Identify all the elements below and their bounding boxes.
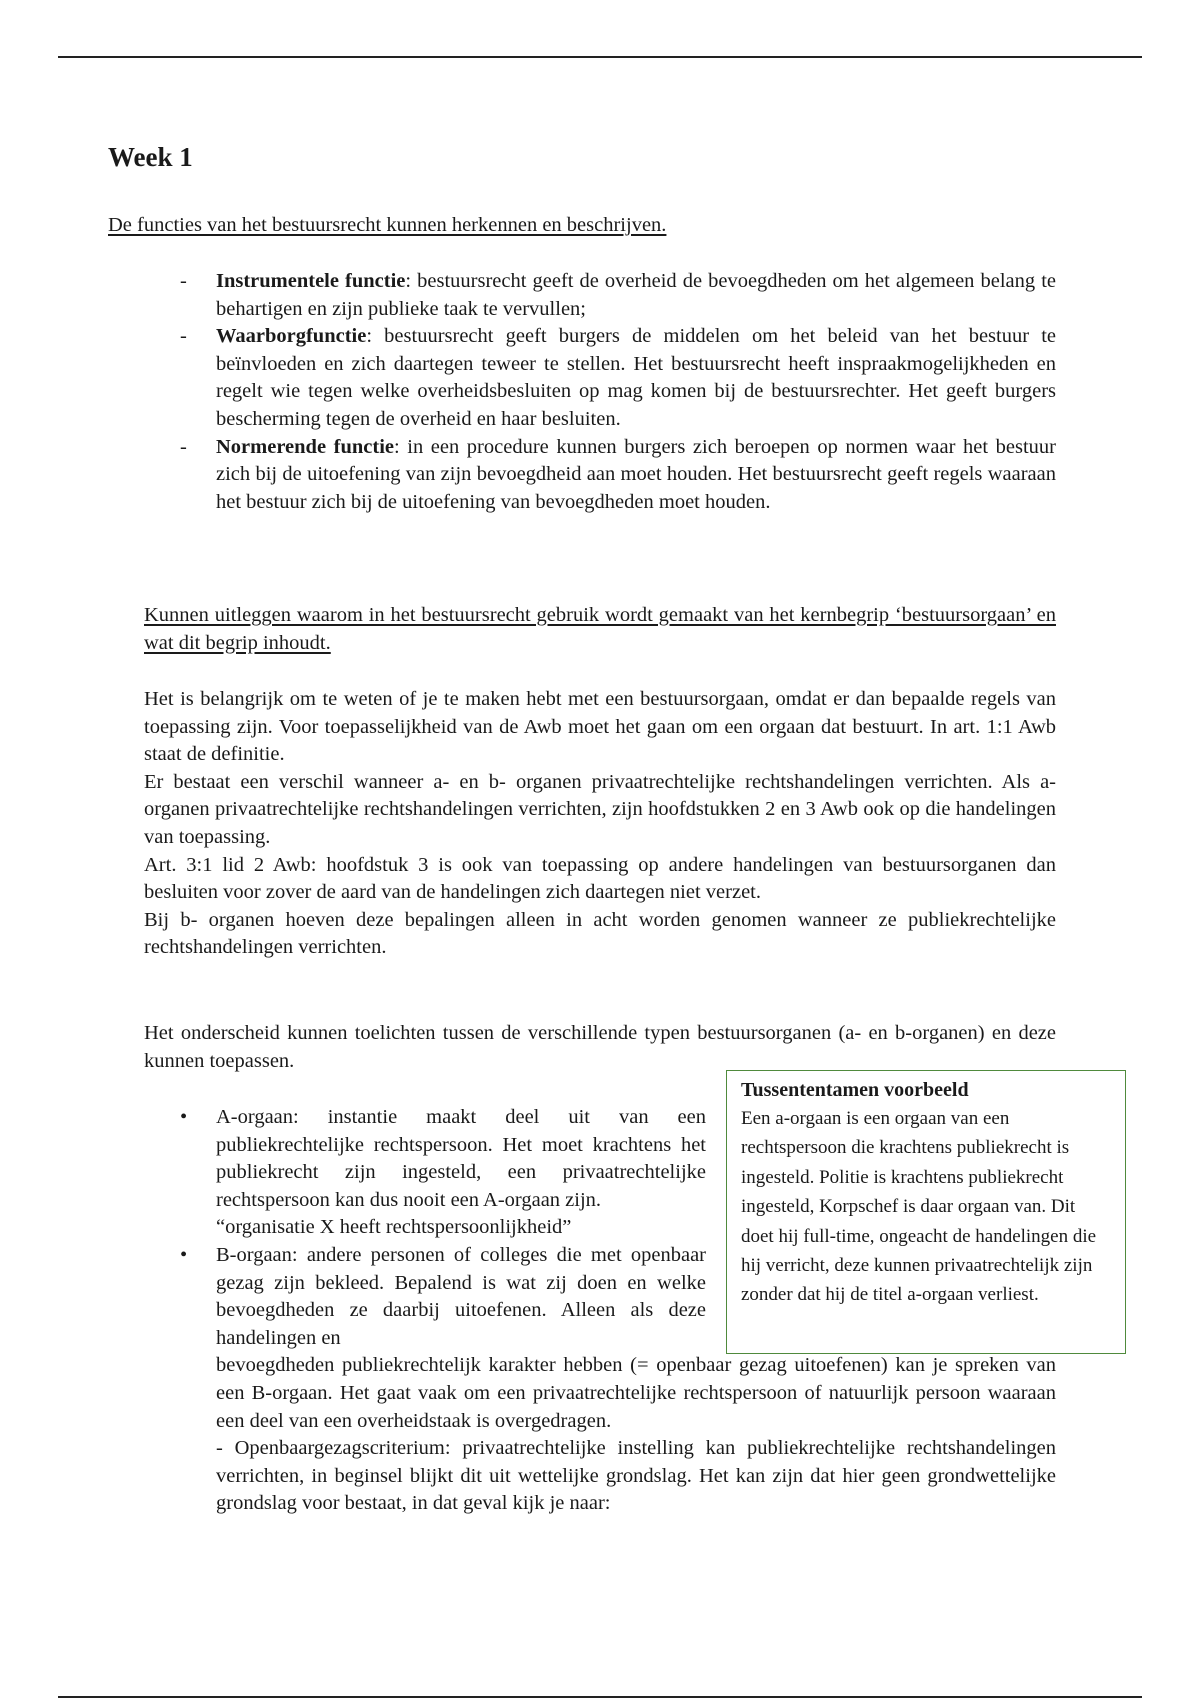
b-orgaan-text: B-orgaan: andere personen of colleges die met openbaar gezag zijn bekleed. Bepalend is wat zij doen en welke bevoegdheden ze daarbij uitoefenen. Alleen als deze handelingen en <box>216 1243 706 1349</box>
dash-marker: - <box>180 325 187 348</box>
function-term: Instrumentele functie <box>216 270 406 292</box>
function-text: : bestuursrecht geeft de overheid de bevoegdheden om het algemeen belang te behartigen en zijn publieke taak te vervullen; <box>216 270 1056 320</box>
bullet-marker: • <box>180 1243 188 1266</box>
paragraph: Bij b- organen hoeven deze bepalingen alleen in acht worden genomen wanneer ze publiekrechtelijke rechtshandelingen verrichten. <box>144 908 1056 959</box>
list-item <box>180 323 1056 433</box>
openbaargezag-criterium: - Openbaargezagscriterium: privaatrechtelijke instelling kan publiekrechtelijke rechtshandelingen verrichten, in beginsel blijkt dit uit wettelijke grondslag. Het kan zijn dat hier geen grondwettelijke grondslag voor bestaat, in dat geval kijk je naar: <box>216 1437 1056 1515</box>
paragraph: Er bestaat een verschil wanneer a- en b- organen privaatrechtelijke rechtshandelingen verrichten. Als a-organen privaatrechtelijke rechtshandelingen verrichten, zijn hoofdstukken 2 en 3 Awb ook op die handelingen van toepassing. <box>144 770 1056 848</box>
objective-heading-types: Het onderscheid kunnen toelichten tussen de verschillende typen bestuursorganen (a- en b-organen) en deze kunnen toepassen. <box>144 1022 1056 1072</box>
function-term: Normerende functie <box>216 435 394 458</box>
callout-text: Een a-orgaan is een orgaan van een rechtspersoon die krachtens publiekrecht is ingesteld. Politie is krachtens publiekrecht ingesteld, Korpschef is daar orgaan van. Dit doet hij full-time, ongeacht de handelingen die hij verricht, deze kunnen privaatrechtelijk zijn zonder dat hij de titel a-orgaan verliest. <box>741 1108 1097 1306</box>
dash-marker: - <box>180 435 187 458</box>
a-orgaan-text: A-orgaan: instantie maakt deel uit van een publiekrechtelijke rechtspersoon. Het moet krachtens het publiekrecht zijn ingesteld, een privaatrechtelijke rechtspersoon kan dus nooit een A-orgaan zijn. <box>216 1106 706 1211</box>
function-term: Waarborgfunctie <box>216 325 367 348</box>
exam-example-callout <box>726 1070 1126 1354</box>
callout-title: Tussententamen voorbeeld <box>741 1079 969 1101</box>
header-rule <box>58 56 1142 58</box>
paragraph: Art. 3:1 lid 2 Awb: hoofdstuk 3 is ook van toepassing op andere handelingen van bestuursorganen dan besluiten voor zover de aard van de handelingen zich daartegen niet verzet. <box>144 853 1056 904</box>
dash-marker: - <box>180 270 187 292</box>
objective-heading-functions: De functies van het bestuursrecht kunnen herkennen en beschrijven. <box>108 214 667 236</box>
bullet-marker: • <box>180 1106 188 1128</box>
a-orgaan-quote: “organisatie X heeft rechtspersoonlijkheid” <box>216 1216 572 1239</box>
function-text: : in een procedure kunnen burgers zich beroepen op normen waar het bestuur zich bij de uitoefening van zijn bevoegdheid aan moet houden. Het bestuursrecht geeft regels waaraan het bestuur zich bij de uitoefening van bevoegdheden moet houden. <box>216 435 1057 513</box>
footer-rule <box>58 1696 1142 1698</box>
functions-list <box>180 268 1056 516</box>
b-orgaan-text-continued: bevoegdheden publiekrechtelijk karakter hebben (= openbaar gezag uitoefenen) kan je spreken van een B-orgaan. Het gaat vaak om een privaatrechtelijke rechtspersoon of natuurlijk persoon waaraan een deel van een overheidstaak is overgedragen. <box>216 1354 1056 1432</box>
explanation-paragraphs <box>144 686 1056 962</box>
page-title: Week 1 <box>108 142 193 172</box>
objective-heading-bestuursorgaan: Kunnen uitleggen waarom in het bestuursrecht gebruik wordt gemaakt van het kernbegrip ‘bestuursorgaan’ en wat dit begrip inhoudt. <box>144 604 1056 654</box>
list-item <box>180 434 1056 517</box>
paragraph: Het is belangrijk om te weten of je te maken hebt met een bestuursorgaan, omdat er dan bepaalde regels van toepassing zijn. Voor toepasselijkheid van de Awb moet het gaan om een orgaan dat bestuurt. In art. 1:1 Awb staat de definitie. <box>144 688 1056 766</box>
function-text: : bestuursrecht geeft burgers de middelen om het beleid van het bestuur te beïnvloeden en zich daartegen teweer te stellen. Het bestuursrecht heeft inspraakmogelijkheden en regelt wie tegen welke overheidsbesluiten op mag komen bij de bestuursrechter. Het geeft burgers bescherming tegen de overheid en haar besluiten. <box>216 325 1056 430</box>
list-item <box>180 268 1056 323</box>
